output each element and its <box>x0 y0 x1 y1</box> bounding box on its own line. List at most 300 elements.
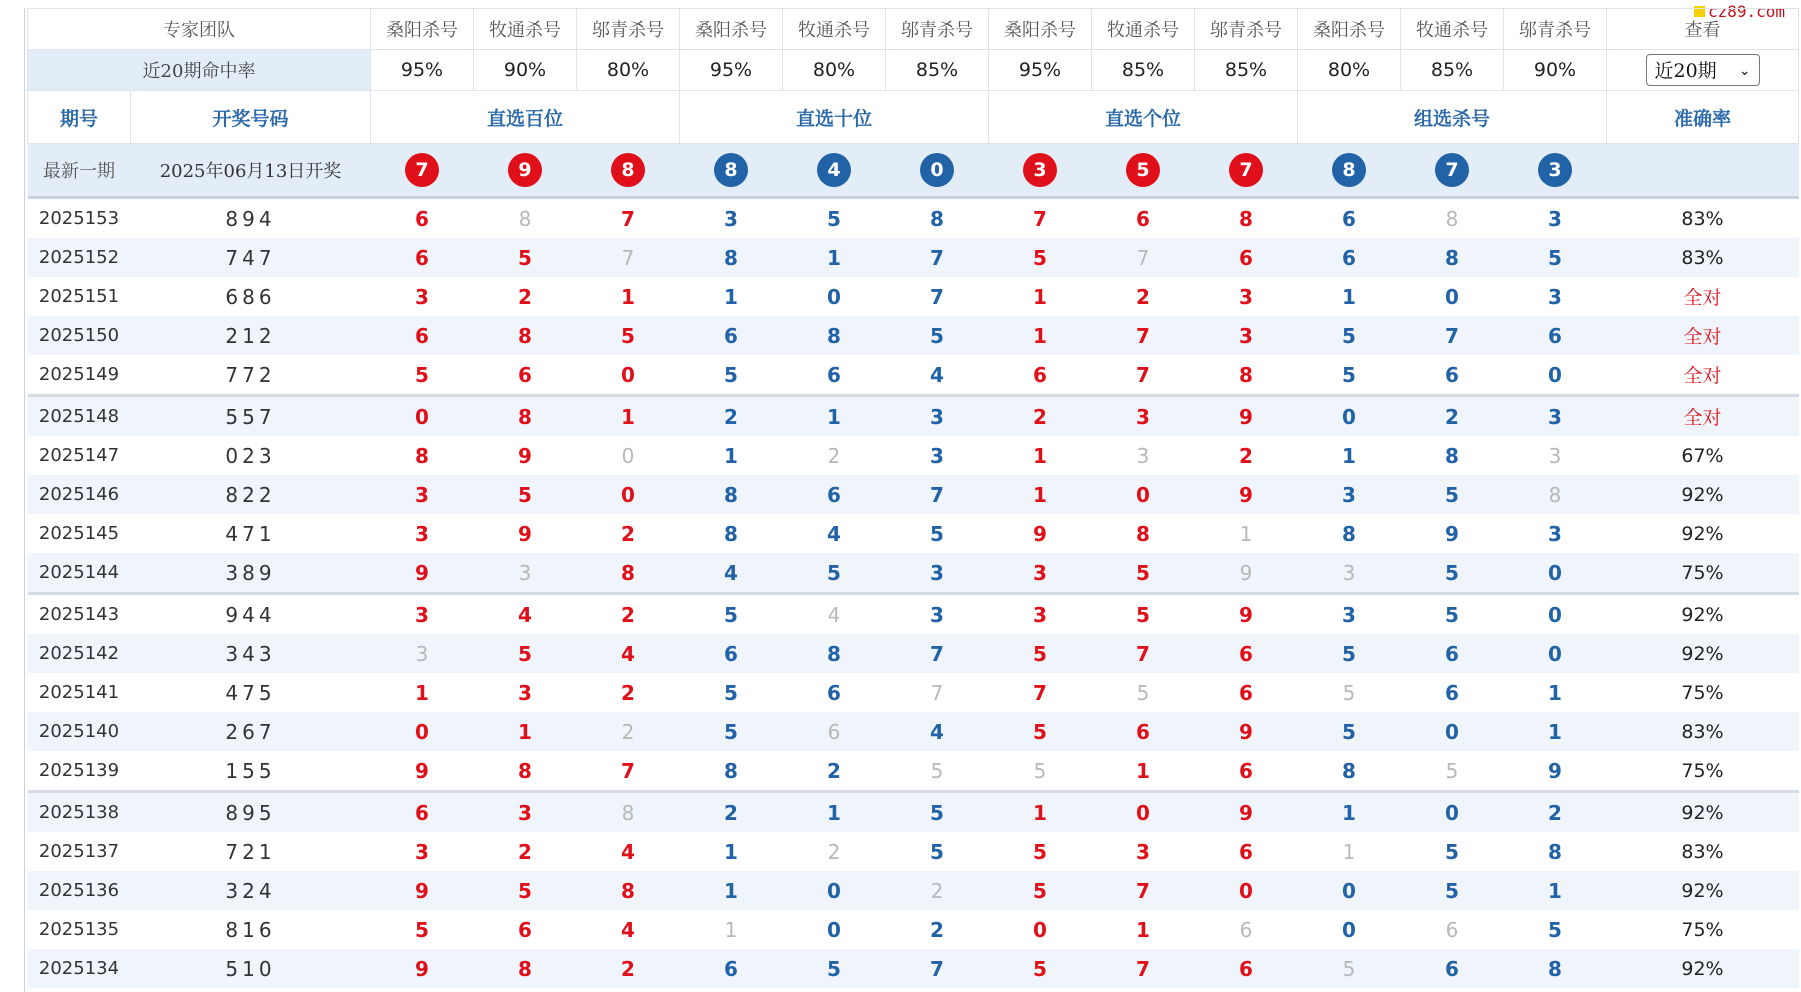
kill-number: 1 <box>680 871 783 910</box>
kill-number: 2 <box>474 832 577 871</box>
kill-number: 6 <box>989 355 1092 396</box>
kill-number: 5 <box>783 553 886 594</box>
kill-number: 9 <box>1195 594 1298 635</box>
expert-name: 邬青杀号 <box>1504 9 1607 50</box>
kill-number: 1 <box>474 712 577 751</box>
accuracy-value: 83% <box>1607 238 1799 277</box>
kill-number: 9 <box>371 553 474 594</box>
kill-number: 5 <box>474 475 577 514</box>
kill-number: 9 <box>1195 712 1298 751</box>
kill-number: 5 <box>577 316 680 355</box>
kill-number: 6 <box>1195 832 1298 871</box>
kill-number: 3 <box>371 634 474 673</box>
kill-number: 1 <box>989 792 1092 833</box>
period-number: 2025140 <box>28 712 131 751</box>
col-period: 期号 <box>28 91 131 144</box>
hit-rate: 95% <box>371 50 474 91</box>
kill-number: 5 <box>886 792 989 833</box>
hit-rate: 85% <box>1401 50 1504 91</box>
period-select[interactable] <box>1646 54 1760 86</box>
draw-number: 944 <box>131 594 371 635</box>
accuracy-value: 92% <box>1607 871 1799 910</box>
kill-number: 2 <box>1401 396 1504 437</box>
kill-number: 3 <box>886 553 989 594</box>
kill-number: 7 <box>886 673 989 712</box>
accuracy-value: 92% <box>1607 949 1799 988</box>
kill-number: 5 <box>1092 594 1195 635</box>
team-label: 专家团队 <box>28 9 371 50</box>
draw-ball: 7 <box>1435 153 1469 187</box>
period-number: 2025149 <box>28 355 131 396</box>
draw-number: 023 <box>131 436 371 475</box>
period-number: 2025145 <box>28 514 131 553</box>
kill-number: 8 <box>1298 751 1401 792</box>
latest-ball-cell <box>1195 144 1298 198</box>
period-number: 2025151 <box>28 277 131 316</box>
kill-number: 1 <box>1092 751 1195 792</box>
draw-number: 343 <box>131 634 371 673</box>
hit-rate: 90% <box>1504 50 1607 91</box>
draw-number: 686 <box>131 277 371 316</box>
kill-number: 5 <box>1401 594 1504 635</box>
kill-number: 1 <box>577 277 680 316</box>
kill-number: 1 <box>1504 712 1607 751</box>
kill-number: 1 <box>680 910 783 949</box>
kill-number: 5 <box>1298 949 1401 988</box>
period-number: 2025136 <box>28 871 131 910</box>
kill-number: 5 <box>1092 673 1195 712</box>
kill-number: 3 <box>1298 475 1401 514</box>
latest-ball-cell <box>371 144 474 198</box>
table-row <box>28 594 1799 635</box>
kill-number: 0 <box>1504 553 1607 594</box>
kill-number: 6 <box>1195 751 1298 792</box>
kill-number: 6 <box>1298 238 1401 277</box>
period-number: 2025153 <box>28 198 131 239</box>
expert-name: 牧通杀号 <box>474 9 577 50</box>
kill-number: 1 <box>989 316 1092 355</box>
period-select-value: 近20期 <box>1654 60 1717 82</box>
kill-number: 3 <box>1195 277 1298 316</box>
kill-number: 2 <box>1195 436 1298 475</box>
kill-number: 3 <box>989 553 1092 594</box>
kill-number: 9 <box>371 949 474 988</box>
kill-number: 3 <box>371 832 474 871</box>
kill-number: 0 <box>1195 871 1298 910</box>
kill-number: 6 <box>371 792 474 833</box>
kill-number: 7 <box>1092 949 1195 988</box>
kill-number: 9 <box>989 514 1092 553</box>
kill-number: 5 <box>989 949 1092 988</box>
kill-number: 3 <box>1504 514 1607 553</box>
col-draw: 开奖号码 <box>131 91 371 144</box>
kill-number: 6 <box>1401 634 1504 673</box>
kill-number: 9 <box>1195 792 1298 833</box>
draw-ball: 7 <box>405 153 439 187</box>
kill-number: 6 <box>1195 910 1298 949</box>
latest-ball-cell <box>1092 144 1195 198</box>
latest-ball-cell <box>1401 144 1504 198</box>
latest-ball-cell <box>680 144 783 198</box>
kill-number: 7 <box>577 751 680 792</box>
col-hundreds: 直选百位 <box>371 91 680 144</box>
kill-number: 3 <box>371 514 474 553</box>
kill-number: 3 <box>1092 832 1195 871</box>
latest-row <box>28 144 1799 198</box>
draw-number: 212 <box>131 316 371 355</box>
draw-number: 895 <box>131 792 371 833</box>
kill-number: 7 <box>1092 238 1195 277</box>
kill-number: 8 <box>577 553 680 594</box>
expert-name: 桑阳杀号 <box>989 9 1092 50</box>
kill-number: 1 <box>1195 514 1298 553</box>
table-row <box>28 316 1799 355</box>
kill-number: 8 <box>1504 949 1607 988</box>
kill-number: 3 <box>371 277 474 316</box>
kill-number: 5 <box>783 198 886 239</box>
expert-name: 邬青杀号 <box>1195 9 1298 50</box>
accuracy-value: 75% <box>1607 673 1799 712</box>
kill-number: 7 <box>886 949 989 988</box>
period-number: 2025139 <box>28 751 131 792</box>
col-units: 直选个位 <box>989 91 1298 144</box>
draw-number: 389 <box>131 553 371 594</box>
kill-number: 1 <box>680 277 783 316</box>
kill-number: 5 <box>680 673 783 712</box>
kill-number: 8 <box>680 238 783 277</box>
kill-number: 8 <box>1092 514 1195 553</box>
table-row <box>28 634 1799 673</box>
table-row <box>28 514 1799 553</box>
kill-number: 6 <box>783 355 886 396</box>
kill-number: 0 <box>783 910 886 949</box>
draw-ball: 0 <box>920 153 954 187</box>
kill-number: 3 <box>680 198 783 239</box>
kill-number: 8 <box>1504 832 1607 871</box>
latest-ball-cell <box>1504 144 1607 198</box>
kill-number: 8 <box>474 316 577 355</box>
kill-number: 5 <box>680 355 783 396</box>
kill-number: 0 <box>577 475 680 514</box>
accuracy-value: 92% <box>1607 514 1799 553</box>
accuracy-value: 全对 <box>1607 355 1799 396</box>
kill-number: 7 <box>577 238 680 277</box>
kill-number: 4 <box>577 832 680 871</box>
kill-number: 0 <box>783 871 886 910</box>
period-number: 2025150 <box>28 316 131 355</box>
table-row <box>28 751 1799 792</box>
kill-number: 6 <box>1195 949 1298 988</box>
kill-number: 6 <box>371 198 474 239</box>
kill-number: 1 <box>1504 673 1607 712</box>
kill-number: 0 <box>577 436 680 475</box>
kill-number: 4 <box>474 594 577 635</box>
kill-number: 8 <box>680 475 783 514</box>
kill-number: 6 <box>783 475 886 514</box>
draw-number: 816 <box>131 910 371 949</box>
kill-number: 0 <box>371 396 474 437</box>
expert-name: 邬青杀号 <box>886 9 989 50</box>
kill-number: 6 <box>1504 316 1607 355</box>
kill-number: 5 <box>1401 751 1504 792</box>
draw-ball: 3 <box>1538 153 1572 187</box>
kill-number: 6 <box>680 949 783 988</box>
kill-number: 8 <box>577 871 680 910</box>
kill-number: 7 <box>886 277 989 316</box>
kill-number: 5 <box>1401 553 1504 594</box>
kill-number: 6 <box>371 316 474 355</box>
kill-number: 1 <box>989 436 1092 475</box>
draw-ball: 7 <box>1229 153 1263 187</box>
accuracy-value: 全对 <box>1607 316 1799 355</box>
kill-number: 5 <box>886 751 989 792</box>
table-row <box>28 396 1799 437</box>
hit-rate: 80% <box>1298 50 1401 91</box>
kill-number: 3 <box>371 594 474 635</box>
kill-number: 4 <box>577 910 680 949</box>
kill-number: 6 <box>783 673 886 712</box>
expert-name: 桑阳杀号 <box>371 9 474 50</box>
hit-rate: 85% <box>1092 50 1195 91</box>
kill-number: 1 <box>1298 832 1401 871</box>
kill-number: 1 <box>1298 277 1401 316</box>
draw-number: 155 <box>131 751 371 792</box>
draw-ball: 4 <box>817 153 851 187</box>
kill-number: 6 <box>1298 198 1401 239</box>
kill-number: 0 <box>1504 355 1607 396</box>
table-row <box>28 712 1799 751</box>
kill-number: 7 <box>577 198 680 239</box>
hit-rate: 90% <box>474 50 577 91</box>
accuracy-value: 75% <box>1607 910 1799 949</box>
table-row <box>28 673 1799 712</box>
kill-number: 5 <box>1298 673 1401 712</box>
table-row <box>28 436 1799 475</box>
period-select-cell <box>1607 50 1799 91</box>
draw-number: 822 <box>131 475 371 514</box>
period-number: 2025143 <box>28 594 131 635</box>
kill-number: 0 <box>1092 792 1195 833</box>
period-number: 2025135 <box>28 910 131 949</box>
kill-number: 5 <box>989 238 1092 277</box>
kill-number: 0 <box>1504 634 1607 673</box>
kill-number: 6 <box>1195 238 1298 277</box>
draw-number: 747 <box>131 238 371 277</box>
kill-number: 8 <box>1401 238 1504 277</box>
expert-name: 桑阳杀号 <box>680 9 783 50</box>
kill-number: 9 <box>1504 751 1607 792</box>
kill-number: 2 <box>783 436 886 475</box>
kill-number: 8 <box>1298 514 1401 553</box>
kill-number: 1 <box>1504 871 1607 910</box>
kill-number: 0 <box>1298 396 1401 437</box>
period-number: 2025138 <box>28 792 131 833</box>
kill-number: 9 <box>1195 475 1298 514</box>
kill-number: 7 <box>1092 871 1195 910</box>
kill-number: 5 <box>1092 553 1195 594</box>
expert-name: 牧通杀号 <box>1092 9 1195 50</box>
latest-ball-cell <box>989 144 1092 198</box>
kill-number: 5 <box>989 712 1092 751</box>
table-row <box>28 475 1799 514</box>
kill-number: 5 <box>474 634 577 673</box>
expert-name: 牧通杀号 <box>783 9 886 50</box>
kill-number: 9 <box>1195 396 1298 437</box>
kill-number: 5 <box>1298 712 1401 751</box>
accuracy-value: 全对 <box>1607 277 1799 316</box>
kill-number: 3 <box>474 673 577 712</box>
kill-number: 9 <box>474 514 577 553</box>
kill-number: 1 <box>577 396 680 437</box>
kill-number: 7 <box>1092 316 1195 355</box>
table-row <box>28 238 1799 277</box>
kill-number: 3 <box>1504 277 1607 316</box>
kill-number: 5 <box>989 832 1092 871</box>
kill-number: 5 <box>1401 475 1504 514</box>
kill-number: 0 <box>1401 712 1504 751</box>
kill-number: 0 <box>1504 594 1607 635</box>
kill-number: 0 <box>989 910 1092 949</box>
kill-number: 8 <box>1195 355 1298 396</box>
accuracy-value: 83% <box>1607 712 1799 751</box>
kill-number: 0 <box>577 355 680 396</box>
draw-number: 475 <box>131 673 371 712</box>
kill-number: 0 <box>1298 871 1401 910</box>
accuracy-value: 83% <box>1607 198 1799 239</box>
table-row <box>28 832 1799 871</box>
kill-number: 1 <box>783 238 886 277</box>
kill-number: 5 <box>1298 316 1401 355</box>
kill-number: 5 <box>886 514 989 553</box>
kill-number: 6 <box>1195 634 1298 673</box>
kill-number: 1 <box>371 673 474 712</box>
kill-number: 3 <box>1092 436 1195 475</box>
kill-number: 7 <box>989 198 1092 239</box>
kill-number: 5 <box>680 594 783 635</box>
kill-number: 9 <box>1195 553 1298 594</box>
table-row <box>28 553 1799 594</box>
kill-number: 6 <box>371 238 474 277</box>
kill-number: 2 <box>474 277 577 316</box>
kill-number: 8 <box>577 792 680 833</box>
kill-number: 7 <box>1092 355 1195 396</box>
kill-number: 2 <box>783 832 886 871</box>
accuracy-value: 92% <box>1607 634 1799 673</box>
kill-number: 0 <box>1401 792 1504 833</box>
expert-kill-table-container <box>27 8 1798 988</box>
kill-number: 8 <box>1401 436 1504 475</box>
expert-kill-table <box>27 8 1799 988</box>
kill-number: 3 <box>1298 594 1401 635</box>
logo-text: cz89.com <box>1708 1 1786 21</box>
kill-number: 3 <box>886 396 989 437</box>
kill-number: 2 <box>1092 277 1195 316</box>
kill-number: 6 <box>1195 673 1298 712</box>
history-rows <box>28 198 1799 989</box>
kill-number: 9 <box>1401 514 1504 553</box>
kill-number: 5 <box>371 910 474 949</box>
kill-number: 2 <box>1504 792 1607 833</box>
kill-number: 6 <box>1092 712 1195 751</box>
kill-number: 5 <box>783 949 886 988</box>
table-row <box>28 355 1799 396</box>
kill-number: 2 <box>577 514 680 553</box>
table-row <box>28 277 1799 316</box>
latest-ball-cell <box>1298 144 1401 198</box>
kill-number: 7 <box>886 634 989 673</box>
kill-number: 6 <box>474 355 577 396</box>
accuracy-value: 92% <box>1607 594 1799 635</box>
latest-ball-cell <box>577 144 680 198</box>
kill-number: 2 <box>783 751 886 792</box>
kill-number: 0 <box>1092 475 1195 514</box>
kill-number: 5 <box>1298 634 1401 673</box>
kill-number: 3 <box>1092 396 1195 437</box>
kill-number: 8 <box>783 634 886 673</box>
kill-number: 3 <box>1504 198 1607 239</box>
kill-number: 3 <box>1298 553 1401 594</box>
accuracy-value: 75% <box>1607 751 1799 792</box>
table-row <box>28 910 1799 949</box>
kill-number: 5 <box>989 634 1092 673</box>
kill-number: 8 <box>886 198 989 239</box>
kill-number: 5 <box>989 751 1092 792</box>
kill-number: 7 <box>886 475 989 514</box>
period-number: 2025147 <box>28 436 131 475</box>
kill-number: 5 <box>474 871 577 910</box>
kill-number: 2 <box>577 949 680 988</box>
kill-number: 4 <box>886 355 989 396</box>
kill-number: 4 <box>577 634 680 673</box>
draw-number: 324 <box>131 871 371 910</box>
kill-number: 1 <box>680 436 783 475</box>
kill-number: 7 <box>989 673 1092 712</box>
kill-number: 3 <box>886 594 989 635</box>
hit-rate: 80% <box>783 50 886 91</box>
period-number: 2025152 <box>28 238 131 277</box>
kill-number: 8 <box>474 949 577 988</box>
kill-number: 3 <box>371 475 474 514</box>
kill-number: 1 <box>1298 792 1401 833</box>
table-row <box>28 949 1799 988</box>
kill-number: 5 <box>371 355 474 396</box>
kill-number: 5 <box>1504 238 1607 277</box>
period-number: 2025142 <box>28 634 131 673</box>
kill-number: 3 <box>1504 396 1607 437</box>
kill-number: 3 <box>989 594 1092 635</box>
kill-number: 1 <box>1092 910 1195 949</box>
draw-number: 772 <box>131 355 371 396</box>
table-row <box>28 198 1799 239</box>
draw-number: 267 <box>131 712 371 751</box>
hit-rate-label: 近20期命中率 <box>28 50 371 91</box>
latest-date: 2025年06月13日开奖 <box>131 144 371 198</box>
kill-number: 5 <box>886 832 989 871</box>
chevron-down-icon: ⌄ <box>1738 63 1751 79</box>
draw-number: 894 <box>131 198 371 239</box>
kill-number: 1 <box>989 475 1092 514</box>
kill-number: 2 <box>886 910 989 949</box>
period-number: 2025148 <box>28 396 131 437</box>
accuracy-value: 83% <box>1607 832 1799 871</box>
table-row <box>28 871 1799 910</box>
col-accuracy: 准确率 <box>1607 91 1799 144</box>
kill-number: 2 <box>680 396 783 437</box>
kill-number: 6 <box>474 910 577 949</box>
kill-number: 6 <box>1401 673 1504 712</box>
kill-number: 6 <box>1401 355 1504 396</box>
draw-number: 721 <box>131 832 371 871</box>
